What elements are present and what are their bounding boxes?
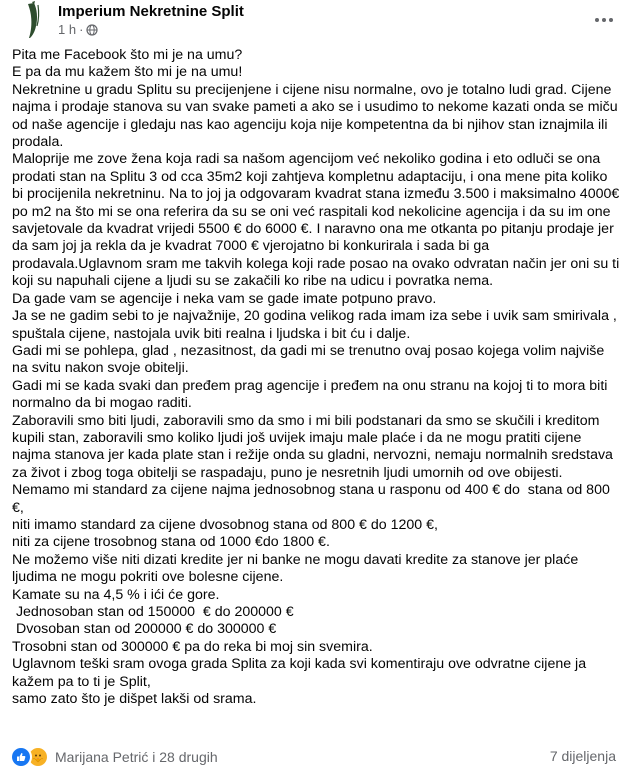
more-dot — [602, 18, 606, 22]
post-paragraph: Uglavnom teški sram ovoga grada Splita za koji kada svi komentiraju ove odvratne cijene ja kažem pa to ti je Split, samo zato što je dišpet lakši od srama. — [12, 656, 587, 708]
post-paragraph: Kamate su na 4,5 % i ići će gore. Jednosoban stan od 150000 € do 200000 € Dvosoban stan od 200000 € do 300000 € Trosobni stan od 300000 € pa do reka bi moj sin svemira. — [12, 586, 373, 655]
more-options-button[interactable] — [592, 8, 616, 32]
post-text — [12, 47, 622, 708]
post-meta — [58, 22, 98, 37]
post-paragraph: Gadi mi se kada svaki dan pređem prag agencije i pređem na onu stranu na kojoj ti to mora biti normalno da bi mogao raditi. — [12, 377, 612, 412]
reactions-summary[interactable] — [10, 746, 218, 768]
post-paragraph: Nemamo mi standard za cijene najma jednosobnog stana u rasponu od 400 € do stana od 800 €, niti imamo standard za cijene dvosobnog stana od 800 € do 1200 €, niti za cijene trosobnog stana od 1000 €do 1800 €. — [12, 482, 610, 551]
more-dot — [609, 18, 613, 22]
post-paragraph: Maloprije me zove žena koja radi sa našom agencijom već nekoliko godina i eto odluči se ona prodati stan na Splitu 3 od cca 35m2 koji zahtjeva kompletnu adaptaciju, i ona mene pita koliko bi procijenila nekretninu. Na to joj ja odgovaram kvadrat stana između 3.500 i maksimalno 4000€ po m2 na što mi se ona referira da su se oni već raspitali kod nekolicine agencija i da su im one savjetovale da kvadrat vrijedi 5500 € do 6000 €. I naravno ona me otkanta po pitanju prodaje jer da sam joj ja rekla da je kvadrat 7000 € vjerojatno bi konkurirala i sada bi ga prodavala.Uglavnom sram me takvih kolega koji rade posao na ovako odvratan način jer oni su ti koji su napuhali cijene a ljudi su se zakačili ko ribe na udicu i povratka nema. — [12, 151, 624, 290]
post-paragraph: Ja se ne gadim sebi to je najvažnije, 20 godina velikog rada imam iza sebe i uvik sam smirivala , spuštala cijene, nastojala uvik biti realna i ljudska i bit ću i dalje. — [12, 308, 621, 342]
post-paragraph: Zaboravili smo biti ljudi, zaboravili smo da smo i mi bili podstanari da smo se skučili i kreditom kupili stan, zaboravili smo koliko ljudi još uvijek imaju male plaće i da ne mogu pratiti cijene najma stanova jer kada plate stan i režije onda su gladni, nervozni, nemaju normalnih sredstava za život i zbog toga obitelji se raspadaju, puno je nesretnih ljudi umornih od ove obijesti. — [12, 412, 617, 481]
thumbs-up-glyph — [16, 752, 26, 762]
post-paragraph: Da gade vam se agencije i neka vam se gade imate potpuno pravo. — [12, 290, 437, 307]
reactions-count-text: Marijana Petrić i 28 drugih — [55, 749, 218, 765]
post-paragraph: Pita me Facebook što mi je na umu? E pa da mu kažem što mi je na umu! Nekretnine u gradu Splitu su precijenjene i cijene nisu normalne, ovo je totalno ludi grad. Cijene najma i prodaje stanova su van svake pameti a ako se i usudimo to nekome kazati onda se miču od naše agencije i gledaju nas kao agenciju koja nije kompetentna da bi njihov stan iznajmila ili prodala. — [12, 47, 618, 151]
post-header — [0, 0, 628, 44]
imperium-logo-icon — [8, 0, 50, 40]
post-time[interactable]: 1 h — [58, 22, 77, 37]
post-paragraph: Gadi mi se pohlepa, glad , nezasitnost, da gadi mi se trenutno ovaj posao kojega volim najviše na svitu nakon svoje obitelji. — [12, 342, 609, 377]
like-icon — [10, 746, 32, 768]
meta-separator: · — [79, 22, 84, 37]
page-avatar[interactable] — [8, 0, 50, 40]
page-name[interactable]: Imperium Nekretnine Split — [58, 3, 244, 20]
shares-count[interactable]: 7 dijeljenja — [549, 748, 616, 764]
more-options-icon — [595, 18, 599, 22]
post-paragraph: Ne možemo više niti dizati kredite jer ni banke ne mogu davati kredite za stanove jer plaće ljudima ne mogu pokriti ove bolesne cijene. — [12, 551, 583, 586]
globe-icon — [86, 24, 98, 36]
post-footer — [0, 744, 628, 770]
care-face-glyph — [31, 750, 45, 764]
